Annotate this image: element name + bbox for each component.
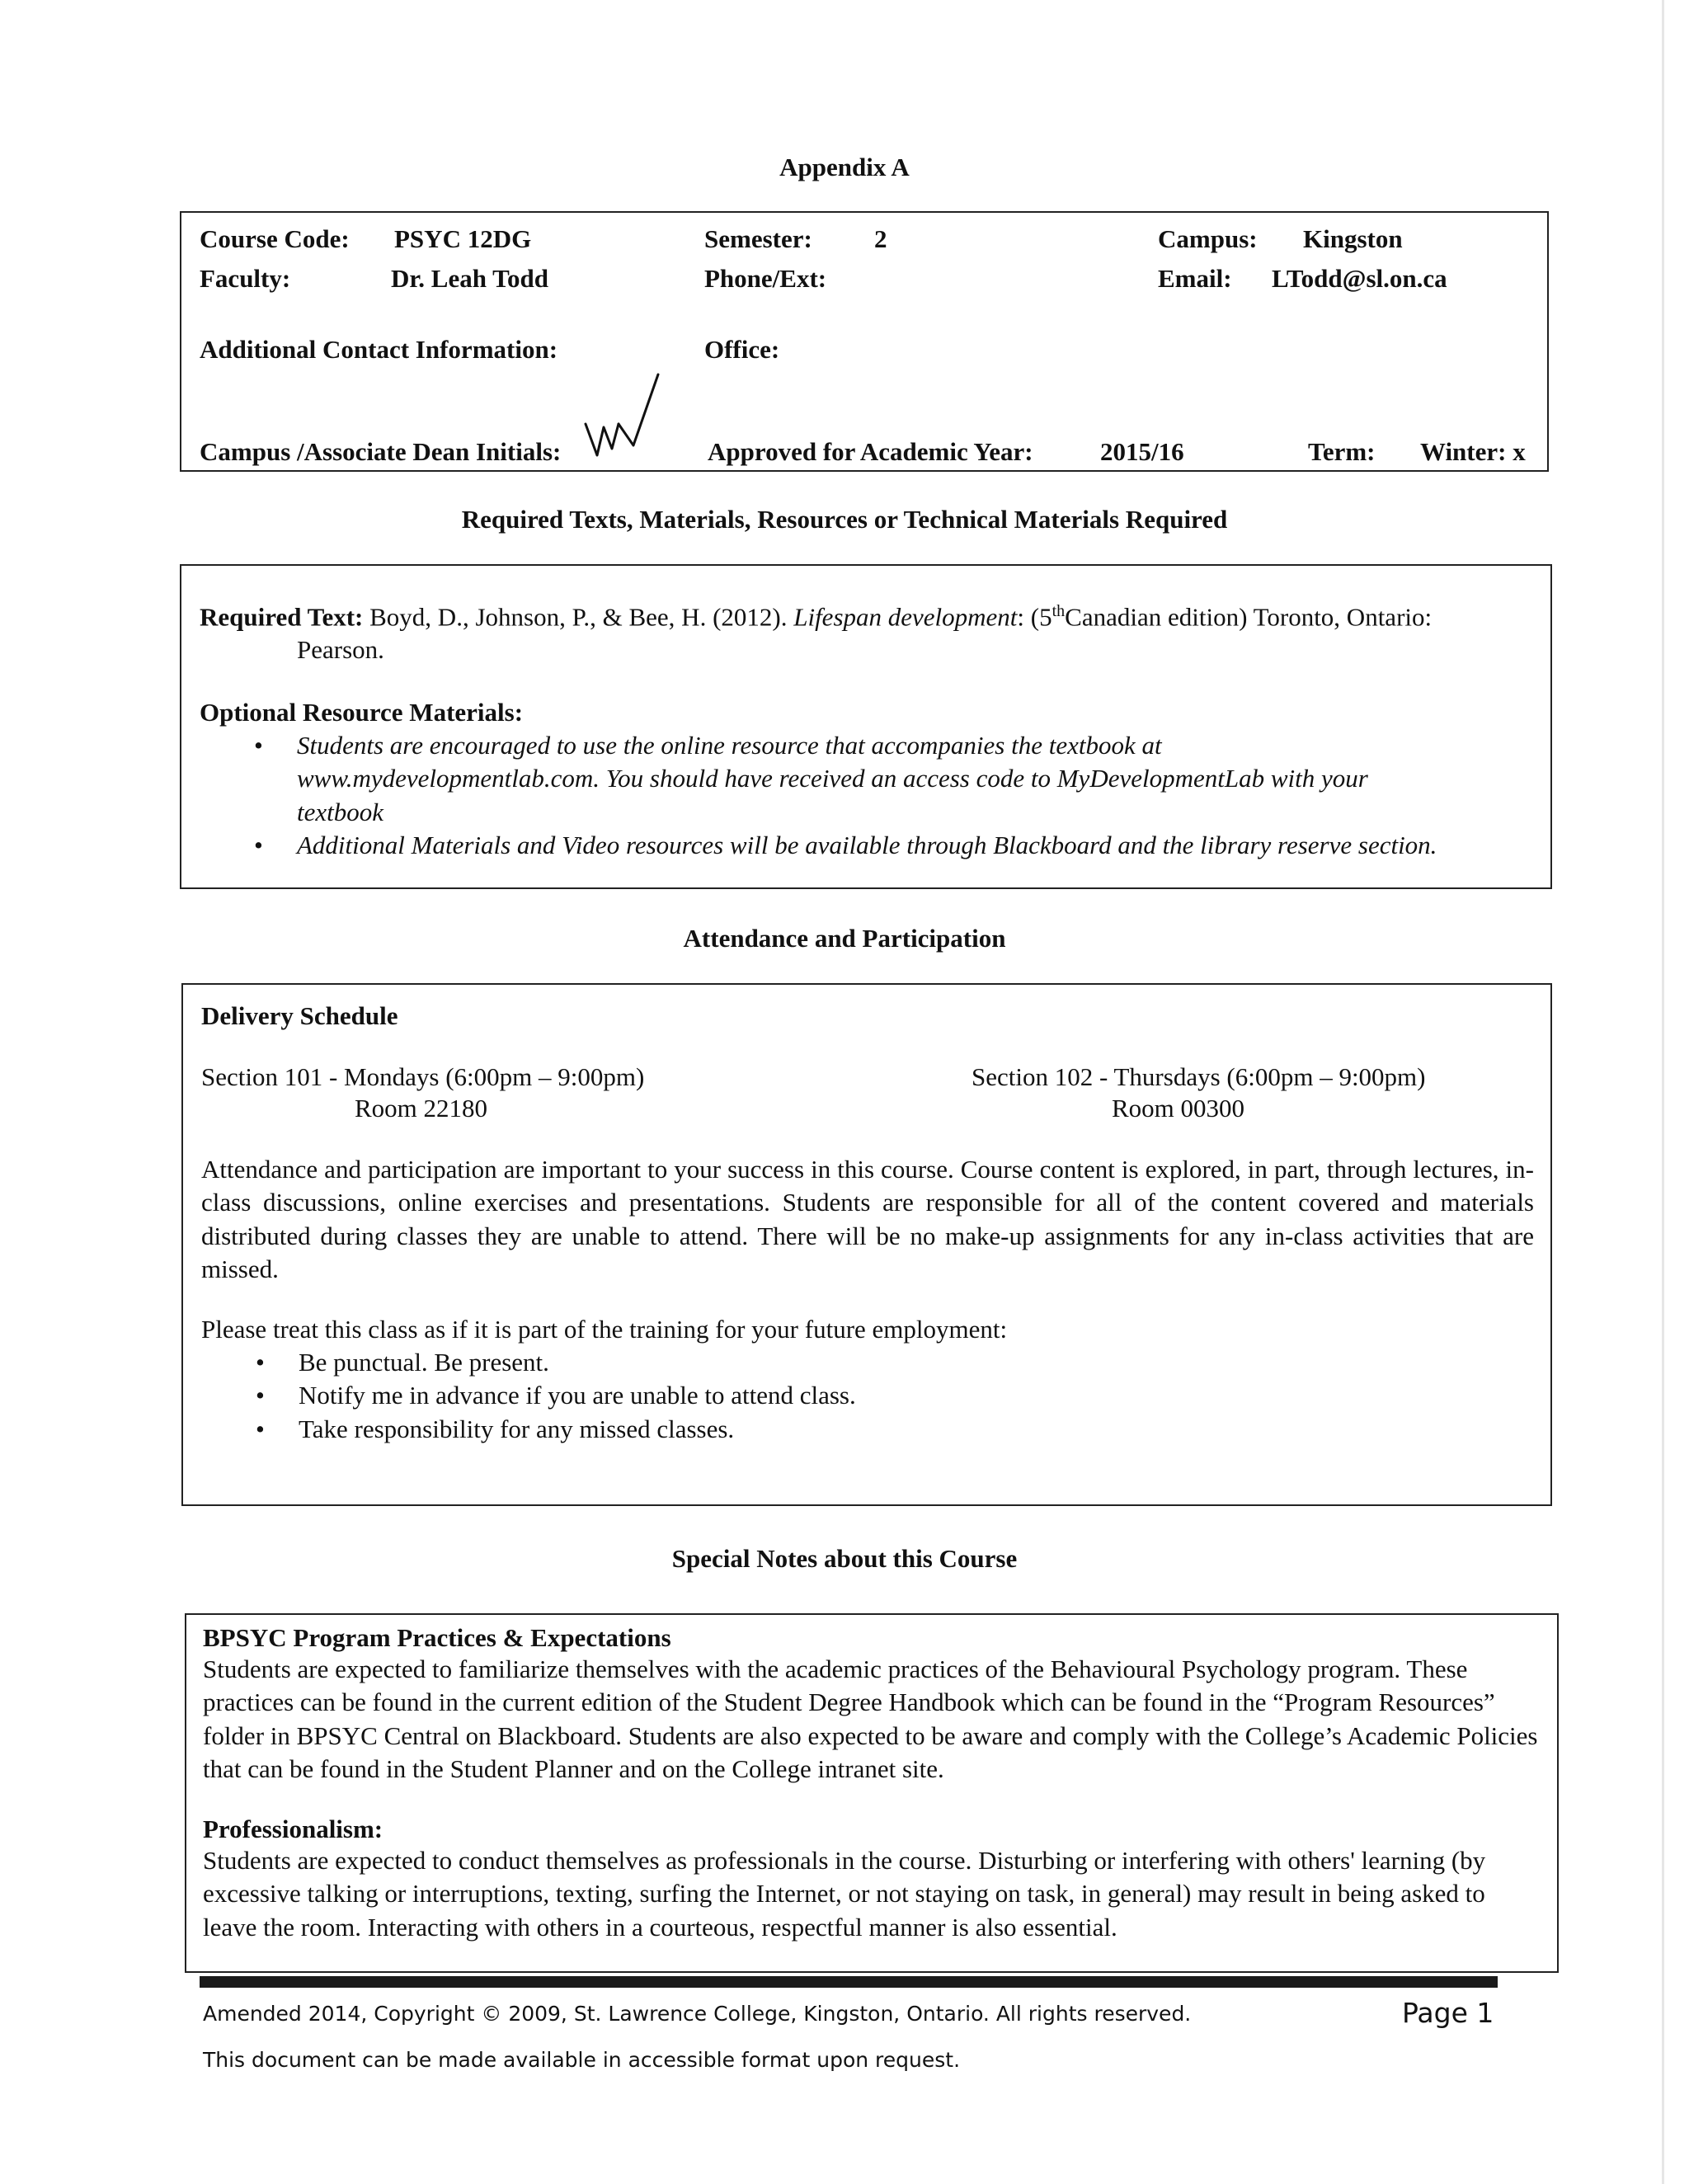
dean-signature (582, 369, 665, 460)
course-info-box (180, 211, 1549, 472)
footer-rule (200, 1976, 1498, 1988)
required-text-edition-sup: th (1052, 602, 1066, 620)
required-text-authors: Boyd, D., Johnson, P., & Bee, H. (2012). (369, 602, 788, 632)
optional-item-2: • Additional Materials and Video resources will be available through Blackboard and the library reserve section. (200, 829, 1536, 862)
required-text-edition-pre: : (5 (1017, 602, 1052, 632)
optional-materials-list (200, 729, 1536, 862)
attendance-bullet-3: • Take responsibility for any missed classes. (201, 1413, 1534, 1446)
term-value: Winter: x (1420, 437, 1526, 466)
section-101-line: Section 101 - Mondays (6:00pm – 9:00pm) (201, 1062, 645, 1091)
campus-value: Kingston (1303, 224, 1403, 253)
section-102-room: Room 00300 (1112, 1094, 1245, 1123)
attendance-heading: Attendance and Participation (683, 924, 1006, 953)
section-102-line: Section 102 - Thursdays (6:00pm – 9:00pm) (972, 1062, 1426, 1091)
term-label: Term: (1308, 437, 1376, 466)
practices-title: BPSYC Program Practices & Expectations (203, 1623, 671, 1652)
approved-year-value: 2015/16 (1100, 437, 1184, 466)
texts-heading: Required Texts, Materials, Resources or Technical Materials Required (461, 505, 1228, 534)
optional-materials-label: Optional Resource Materials: (200, 698, 524, 727)
attendance-bullet-2: • Notify me in advance if you are unable to attend class. (201, 1379, 1534, 1412)
course-code-value: PSYC 12DG (394, 224, 532, 253)
treat-class-intro: Please treat this class as if it is part of the training for your future employment: (201, 1315, 1008, 1344)
appendix-title: Appendix A (779, 153, 910, 181)
required-texts-box (180, 564, 1552, 889)
special-notes-box (185, 1613, 1559, 1973)
attendance-bullet-1: • Be punctual. Be present. (201, 1346, 1534, 1379)
special-notes-heading: Special Notes about this Course (671, 1544, 1018, 1573)
phone-label: Phone/Ext: (704, 264, 827, 293)
required-text-label: Required Text: (200, 602, 364, 632)
page-number: Page 1 (1402, 1997, 1494, 2029)
delivery-schedule-label: Delivery Schedule (201, 1001, 398, 1030)
required-text-edition-post: Canadian edition) Toronto, Ontario: (1065, 602, 1433, 632)
professionalism-text: Students are expected to conduct themselves as professionals in the course. Disturbing or interfering with others' learning (by excessive talking or interruptions, texting, surfing the Internet, or not staying on task, in general) may result in being asked to leave the room. Interacting with others in a courteous, respectful manner is also essential. (203, 1846, 1486, 1942)
practices-text: Students are expected to familiarize themselves with the academic practices of the Behavioural Psychology program. These practices can be found in the current edition of the Student Degree Handbook which can be found in the “Program Resources” folder in BPSYC Central on Blackboard. Students are also expected to be aware and comply with the College’s Academic Policies that can be found in the Student Planner and on the College intranet site. (203, 1654, 1538, 1783)
office-label: Office: (704, 335, 780, 364)
optional-item-1: • Students are encouraged to use the online resource that accompanies the textbook at www.mydevelopmentlab.com. You should have received an access code to MyDevelopmentLab with your textbook (200, 729, 1536, 829)
approved-year-label: Approved for Academic Year: (708, 437, 1033, 466)
semester-label: Semester: (704, 224, 812, 253)
footer-copyright: Amended 2014, Copyright © 2009, St. Lawrence College, Kingston, Ontario. All rights reserved. (203, 2002, 1192, 2026)
professionalism-title: Professionalism: (203, 1815, 383, 1843)
attendance-bullet-list (201, 1346, 1534, 1446)
campus-label: Campus: (1158, 224, 1258, 253)
course-code-label: Course Code: (200, 224, 350, 253)
required-text-title: Lifespan development (793, 602, 1018, 632)
faculty-value: Dr. Leah Todd (391, 264, 548, 293)
required-text-line (200, 600, 1536, 634)
faculty-label: Faculty: (200, 264, 291, 293)
section-101-room: Room 22180 (355, 1094, 488, 1123)
required-text-publisher: Pearson. (297, 635, 384, 664)
attendance-box (181, 983, 1552, 1506)
email-label: Email: (1158, 264, 1232, 293)
scan-edge (1662, 0, 1664, 2184)
semester-value: 2 (874, 224, 887, 253)
attendance-paragraph: Attendance and participation are important to your success in this course. Course content is explored, in part, through lectures, in-class discussions, online exercises and presentations. Students are responsible for all of the content covered and materials distributed during classes they are unable to attend. There will be no make-up assignments for any in-class activities that are missed. (201, 1155, 1534, 1283)
contact-label: Additional Contact Information: (200, 335, 558, 364)
dean-initials-label: Campus /Associate Dean Initials: (200, 437, 562, 466)
accessible-note: This document can be made available in accessible format upon request. (203, 2048, 961, 2072)
email-value: LTodd@sl.on.ca (1272, 264, 1447, 293)
